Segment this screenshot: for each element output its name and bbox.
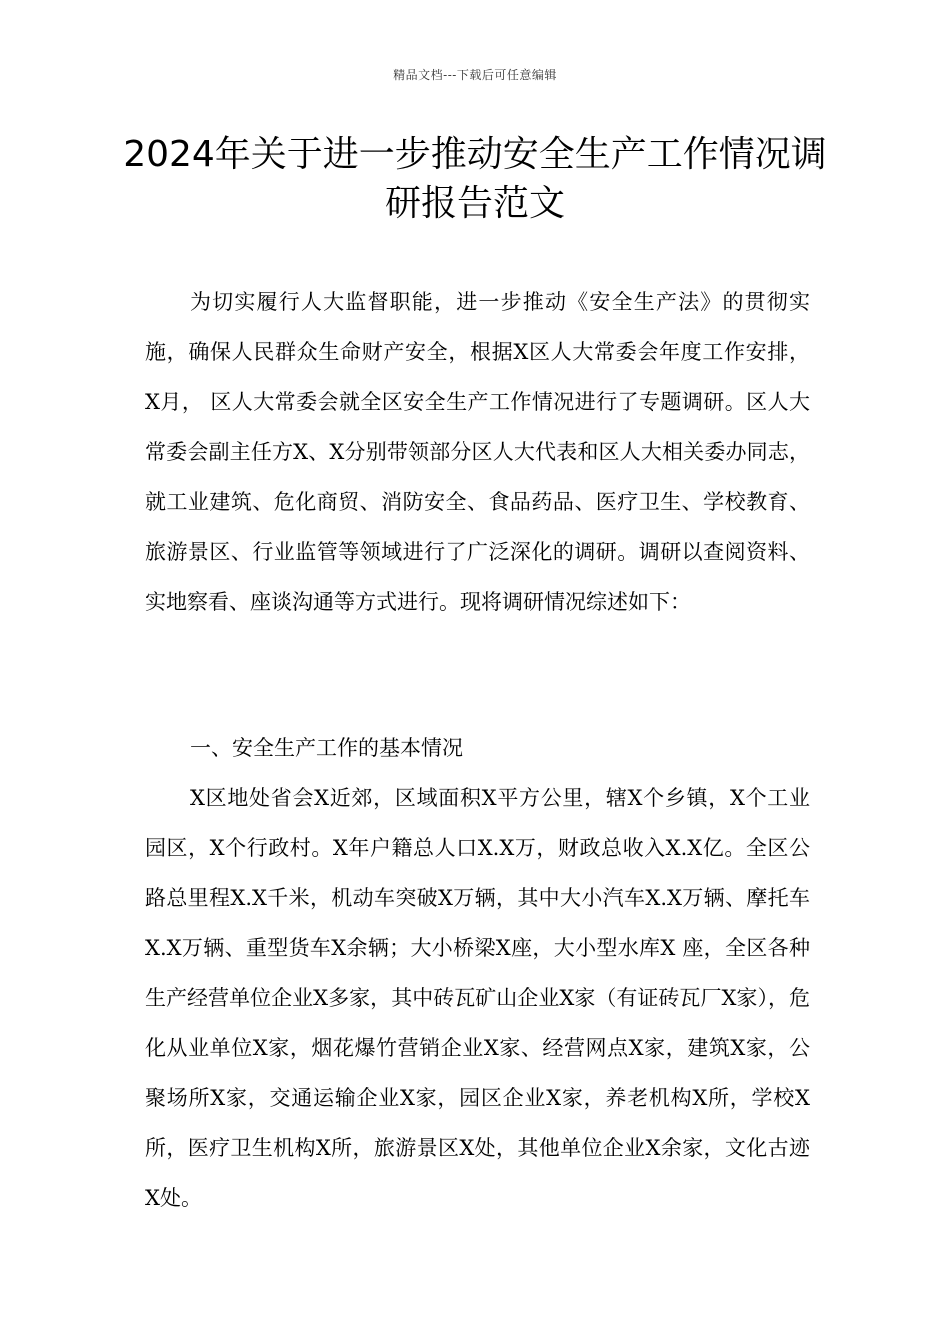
page-header: 精品文档---下载后可任意编辑 bbox=[393, 68, 557, 82]
intro-paragraph: 为切实履行人大监督职能，进一步推动《安全生产法》的贯彻实施，确保人民群众生命财产安全，根据X区人大常委会年度工作安排， X月， 区人大常委会就全区安全生产工作情况进行了专题调研。区人大常委会副主任方X、X分别带领部分区人大代表和区人大相关委办同志，就工业建筑、危化商贸、消防安全、食品药品、医疗卫生、学校教育、旅游景区、行业监管等领域进行了广泛深化的调研。调研以查阅资料、实地察看、座谈沟通等方式进行。现将调研情况综述如下： bbox=[145, 290, 810, 614]
document-title: 2024年关于进一步推动安全生产工作情况调研报告范文 bbox=[123, 134, 827, 224]
section-paragraph: X区地处省会X近郊，区域面积X平方公里，辖X个乡镇，X个工业园区，X个行政村。X年户籍总人口X.X万，财政总收入X.X亿。全区公路总里程X.X千米，机动车突破X万辆，其中大小汽车X.X万辆、摩托车X.X万辆、重型货车X余辆；大小桥梁X座，大小型水库X 座，全区各种生产经营单位企业X多家，其中砖瓦矿山企业X家（有证砖瓦厂X家），危化从业单位X家，烟花爆竹营销企业X家、经营网点X家，建筑X家，公聚场所X家，交通运输企业X家，园区企业X家，养老机构X所，学校X所，医疗卫生机构X所，旅游景区X处，其他单位企业X余家，文化古迹X处。 bbox=[145, 786, 810, 1210]
section-heading: 一、安全生产工作的基本情况 bbox=[190, 736, 463, 760]
